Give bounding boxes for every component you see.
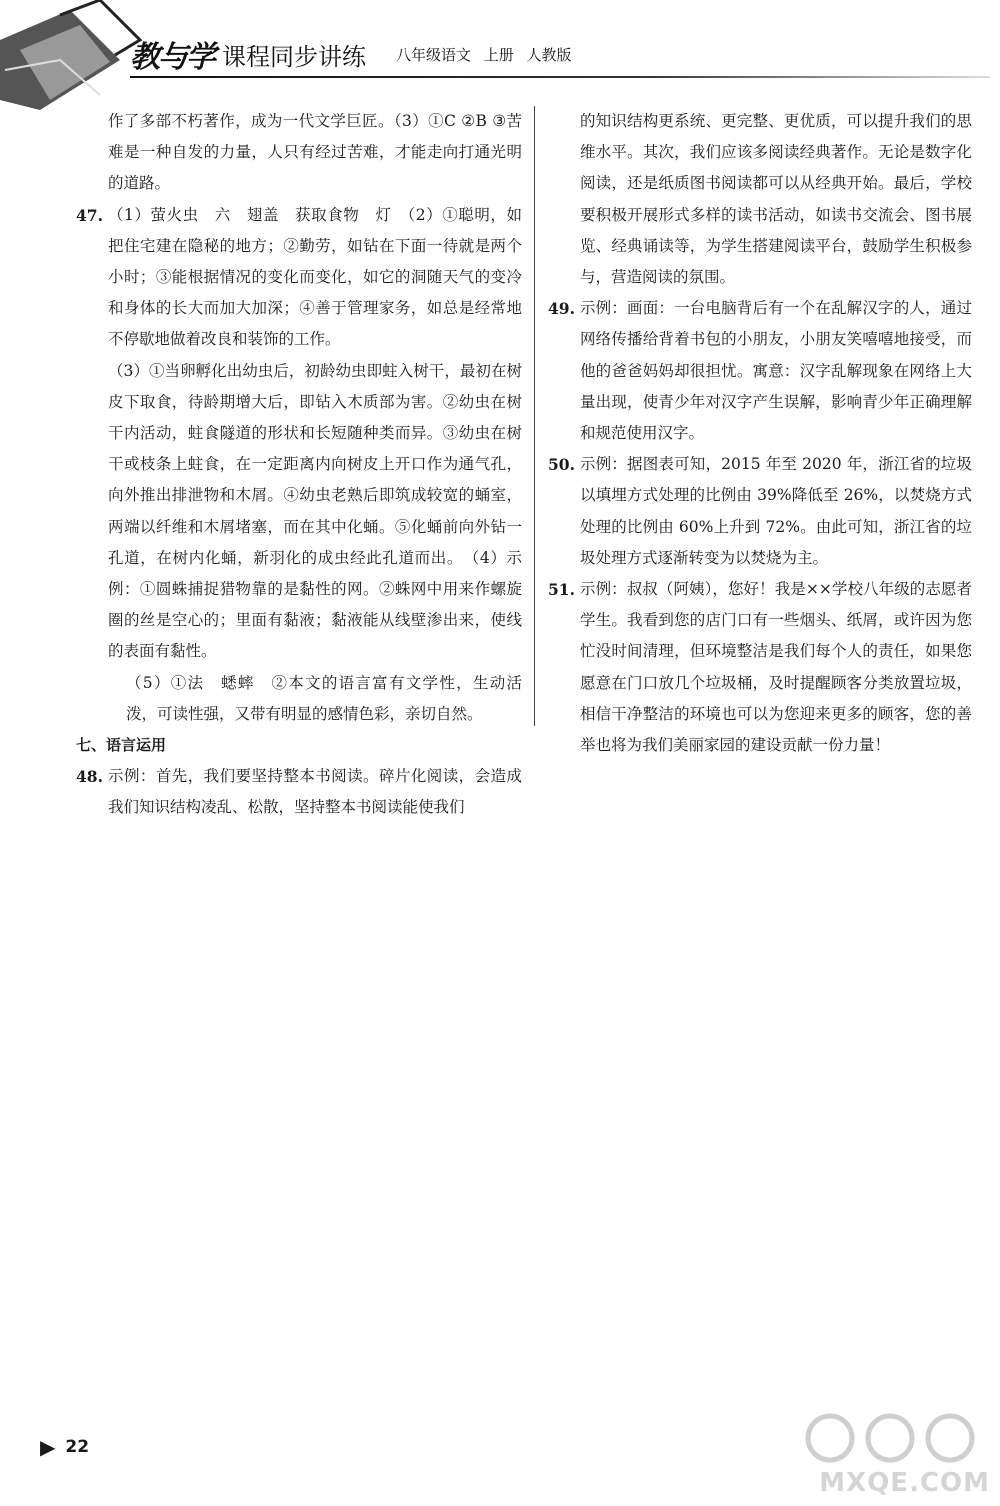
page-footer — [40, 1432, 89, 1462]
play-arrow-icon: ▶ — [40, 1435, 56, 1459]
answer-number: 50. — [548, 455, 575, 475]
answer-50 — [548, 449, 972, 574]
answer-number — [76, 106, 108, 200]
answer-text: （5）①法 蟋蟀 ②本文的语言富有文学性，生动活泼，可读性强，又带有明显的感情色彩，亲切自然。 — [126, 673, 522, 723]
page-number: 22 — [65, 1437, 90, 1457]
answer-text: 示例：画面：一台电脑背后有一个在乱解汉字的人，通过网络传播给背着书包的小朋友，小朋友笑嘻嘻地接受，而他的爸爸妈妈却很担忧。寓意：汉字乱解现象在网络上大量出现，使青少年对汉字产生误解，影响青少年正确理解和规范使用汉字。 — [580, 299, 972, 443]
page-header — [130, 30, 990, 90]
watermark — [790, 1408, 990, 1498]
answer-47-part3 — [76, 356, 522, 668]
book-title: 课程同步讲练 — [222, 42, 366, 71]
answer-text: 示例：叔叔（阿姨），您好！我是××学校八年级的志愿者学生。我看到您的店门口有一些烟头、纸屑，或许因为您忙没时间清理，但环境整洁是我们每个人的责任，如果您愿意在门口放几个垃圾桶，及时提醒顾客分类放置垃圾，相信干净整洁的环境也可以为您迎来更多的顾客，您的善举也将为我们美丽家园的建设贡献一份力量！ — [580, 580, 972, 755]
answer-number: 49. — [548, 299, 575, 319]
right-column — [548, 106, 972, 761]
answer-47 — [76, 200, 522, 356]
answer-text: （1）萤火虫 六 翅盖 获取食物 灯 （2）①聪明，如把住宅建在隐秘的地方；②勤劳，如钻在下面一待就是两个小时；③能根据情况的变化而变化，如它的洞随天气的变冷和身体的长大而加大加深；④善于管理家务，如总是经常地不停歇地做着改良和装饰的工作。 — [108, 205, 522, 349]
answer-text: 作了多部不朽著作，成为一代文学巨匠。（3）①C ②B ③苦难是一种自发的力量，人只有经过苦难，才能走向打通光明的道路。 — [108, 112, 522, 193]
answer-47-part5 — [76, 668, 522, 730]
answer-block — [76, 106, 522, 200]
watermark-logo-icon — [790, 1408, 990, 1468]
answer-text: （3）①当卵孵化出幼虫后，初龄幼虫即蛀入树干，最初在树皮下取食，待龄期增大后，即钻入木质部为害。②幼虫在树干内活动，蛀食隧道的形状和长短随种类而异。③幼虫在树干或枝条上蛀食，在一定距离内向树皮上开口作为通气孔，向外推出排泄物和木屑。④幼虫老熟后即筑成较宽的蛹室，两端以纤维和木屑堵塞，而在其中化蛹。⑤化蛹前向外钻一孔道，在树内化蛹，新羽化的成虫经此孔道而出。 （4）示例：①圆蛛捕捉猎物靠的是黏性的网。②蛛网中用来作螺旋圈的丝是空心的；里面有黏液；黏液能从线壁渗出来，使线的表面有黏性。 — [108, 361, 522, 661]
section-heading: 七、语言运用 — [76, 736, 167, 755]
answer-number: 51. — [548, 580, 575, 600]
answer-number: 48. — [76, 767, 103, 787]
corner-decoration — [0, 0, 150, 120]
answer-number: 47. — [76, 205, 103, 225]
answer-48 — [76, 761, 522, 823]
answer-text: 示例：据图表可知，2015 年至 2020 年，浙江省的垃圾以填埋方式处理的比例由 39%降低至 26%，以焚烧方式处理的比例由 60%上升到 72%。由此可知，浙江省的垃圾处理方式逐渐转变为以焚烧为主。 — [580, 455, 972, 567]
answer-48-continued — [548, 106, 972, 293]
answer-49 — [548, 293, 972, 449]
left-column — [76, 106, 522, 824]
answer-text: 示例：首先，我们要坚持整本书阅读。碎片化阅读，会造成我们知识结构凌乱、松散，坚持整本书阅读能使我们 — [108, 767, 522, 817]
brand — [130, 36, 572, 75]
brand-logo: 教与学 — [130, 40, 214, 75]
book-subtitle: 八年级语文 上册 人教版 — [396, 45, 572, 64]
answer-text: 的知识结构更系统、更完整、更优质，可以提升我们的思维水平。其次，我们应该多阅读经典著作。无论是数字化阅读，还是纸质图书阅读都可以从经典开始。最后，学校要积极开展形式多样的读书活动，如读书交流会、图书展览、经典诵读等，为学生搭建阅读平台，鼓励学生积极参与，营造阅读的氛围。 — [580, 112, 972, 287]
watermark-text: MXQE.COM — [819, 1468, 990, 1498]
header-rule — [130, 76, 990, 78]
column-divider — [534, 106, 535, 726]
answer-51 — [548, 574, 972, 761]
